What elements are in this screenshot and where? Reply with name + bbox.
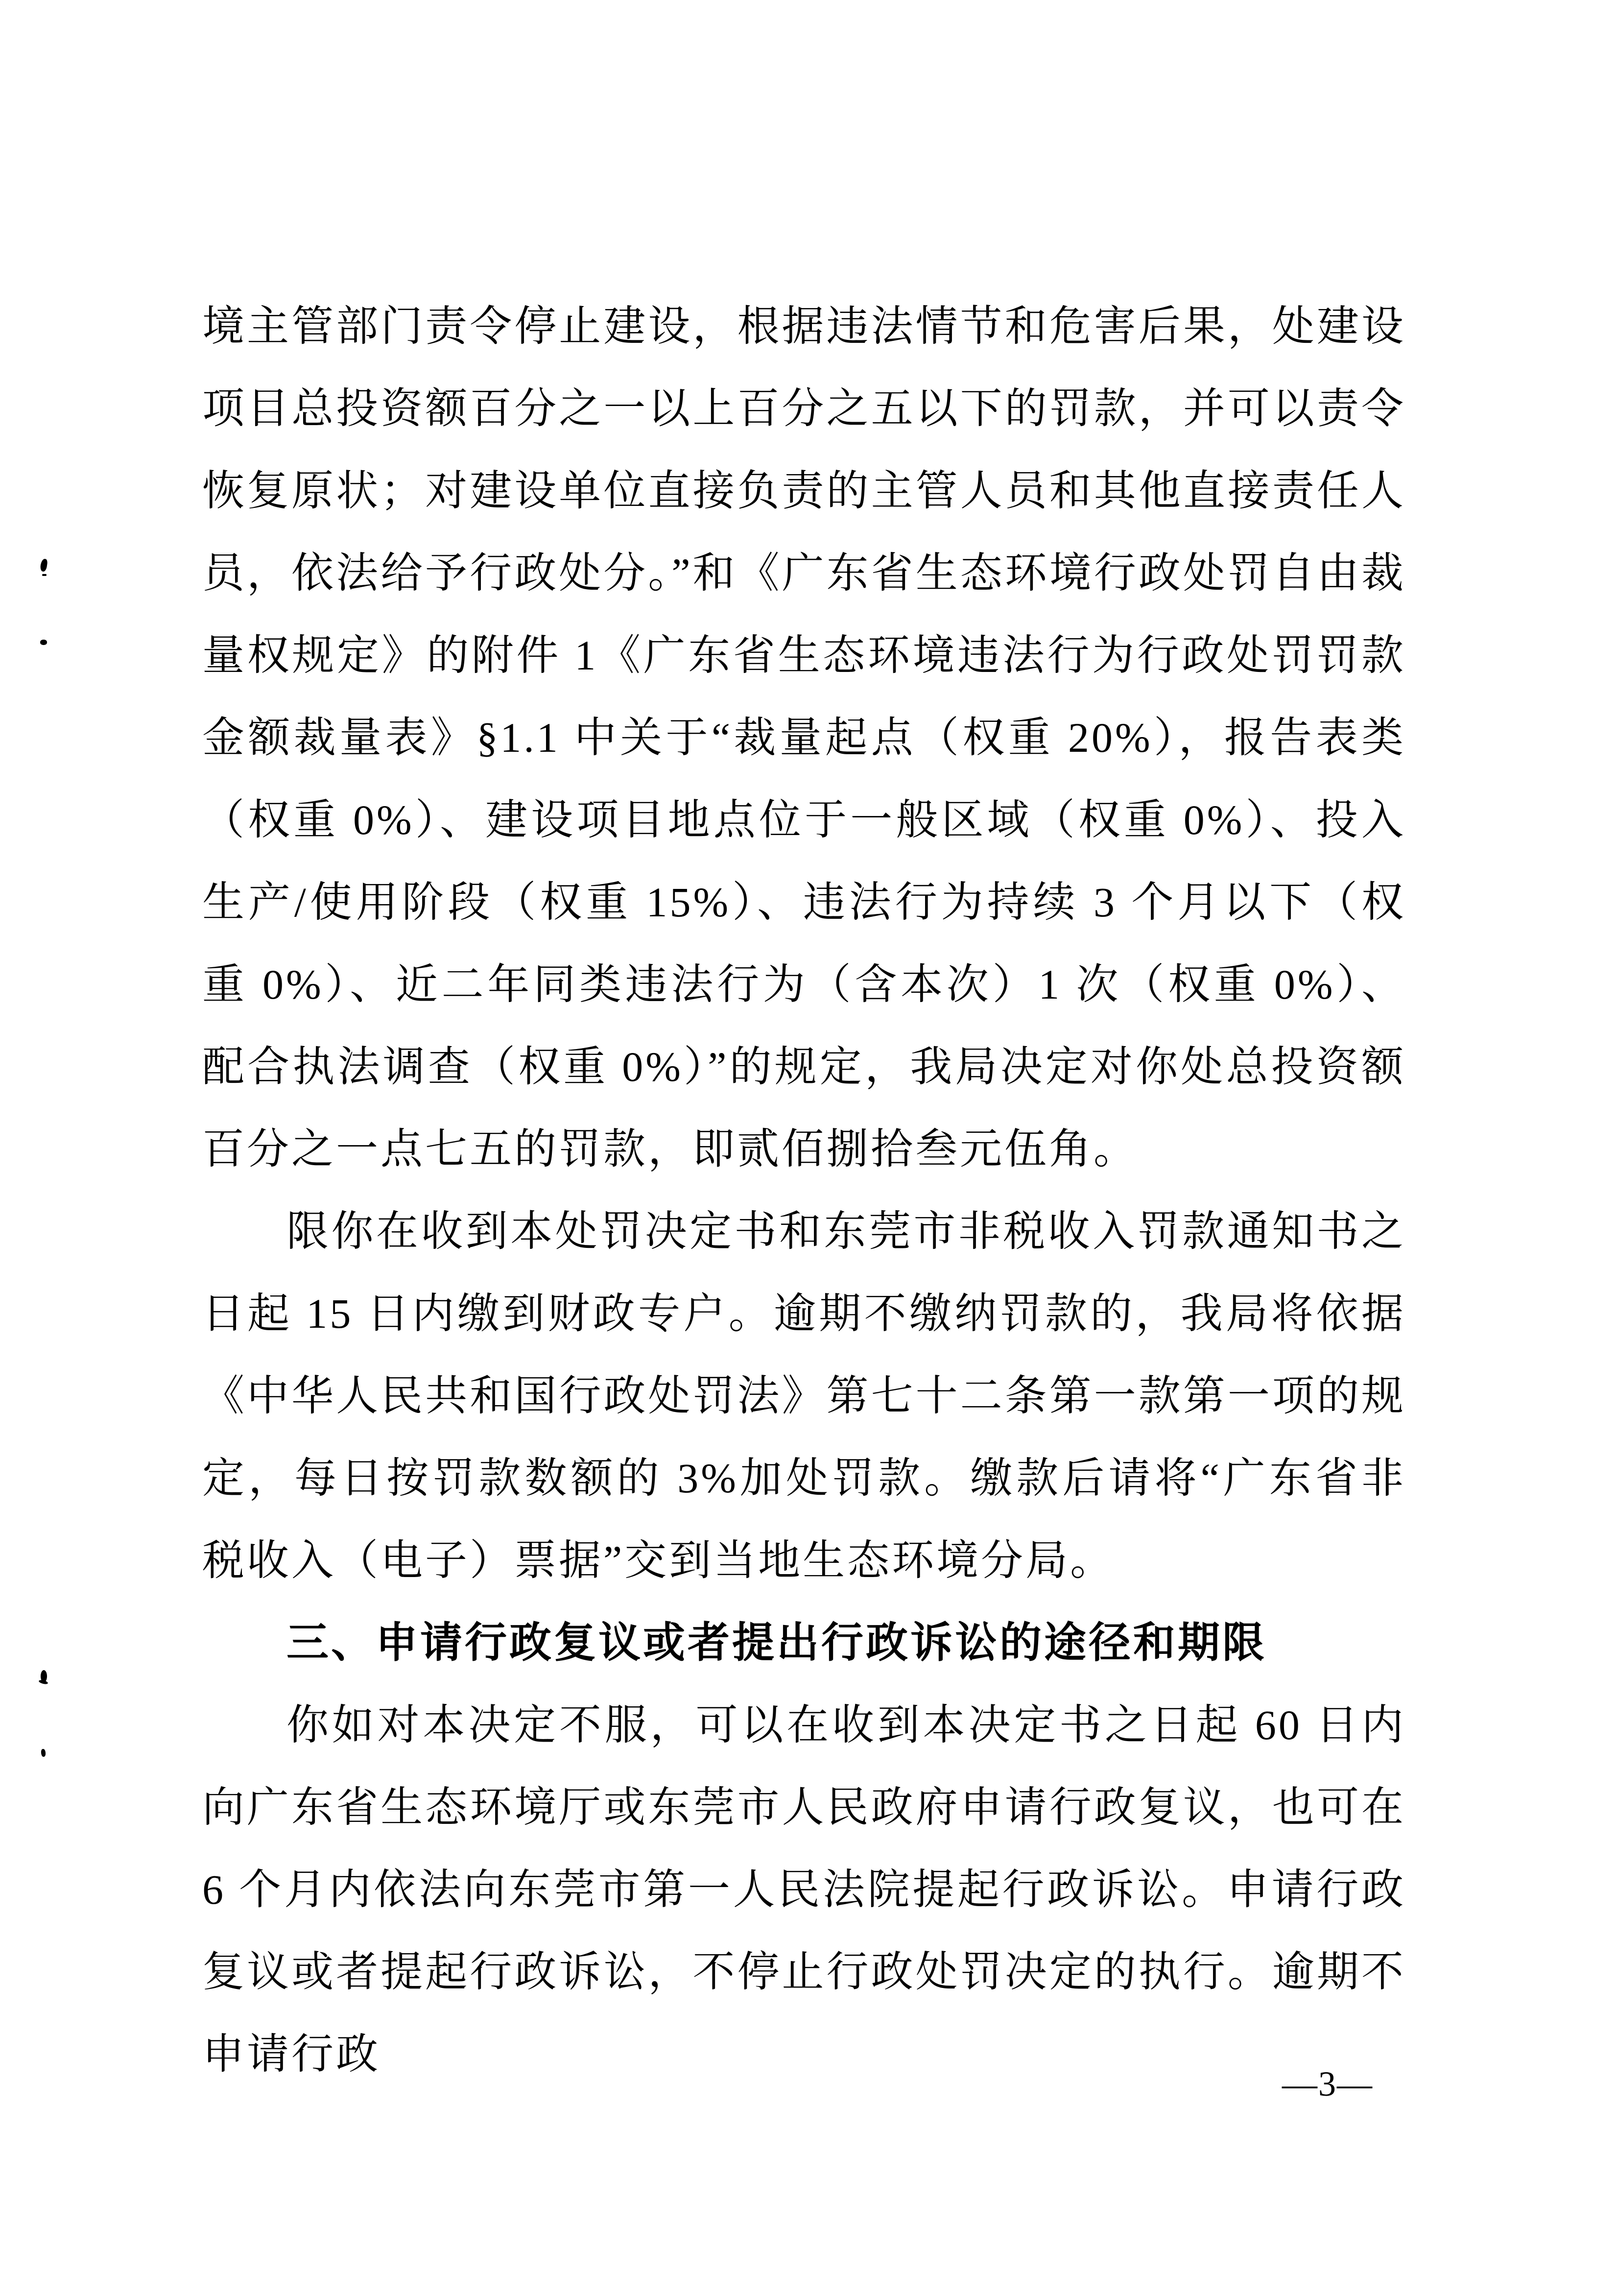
- text-block: [202, 285, 1406, 2095]
- paragraph-review-litigation: 你如对本决定不服，可以在收到本决定书之日起 60 日内向广东省生态环境厅或东莞市人民政府申请行政复议，也可在 6 个月内依法向东莞市第一人民法院提起行政诉讼。申请行政复议或者提起行政诉讼，不停止行政处罚决定的执行。逾期不申请行政: [202, 1701, 1406, 2078]
- ink-speck: [41, 1749, 46, 1757]
- page-number: —3—: [1282, 2064, 1373, 2104]
- paragraph-payment-deadline: 限你在收到本处罚决定书和东莞市非税收入罚款通知书之日起 15 日内缴到财政专户。逾期不缴纳罚款的，我局将依据《中华人民共和国行政处罚法》第七十二条第一款第一项的规定，每日按罚款数额的 3%加处罚款。缴款后请将“广东省非税收入（电子）票据”交到当地生态环境分局。: [202, 1208, 1406, 1584]
- ink-speck: [40, 640, 47, 645]
- section-heading-review-litigation: 三、申请行政复议或者提出行政诉讼的途径和期限: [286, 1619, 1267, 1666]
- ink-speck: [40, 558, 48, 572]
- ink-speck: [42, 574, 47, 576]
- paragraph-penalty-discretion: 境主管部门责令停止建设，根据违法情节和危害后果，处建设项目总投资额百分之一以上百分之五以下的罚款，并可以责令恢复原状；对建设单位直接负责的主管人员和其他直接责任人员，依法给予行政处分。”和《广东省生态环境行政处罚自由裁量权规定》的附件 1《广东省生态环境违法行为行政处罚罚款金额裁量表》§1.1 中关于“裁量起点（权重 20%），报告表类（权重 0%）、建设项目地点位于一般区域（权重 0%）、投入生产/使用阶段（权重 15%）、违法行为持续 3 个月以下（权重 0%）、近二年同类违法行为（含本次）1 次（权重 0%）、配合执法调查（权重 0%）”的规定，我局决定对你处总投资额百分之一点七五的罚款，即贰佰捌拾叁元伍角。: [202, 303, 1406, 1172]
- ink-speck: [38, 1679, 48, 1685]
